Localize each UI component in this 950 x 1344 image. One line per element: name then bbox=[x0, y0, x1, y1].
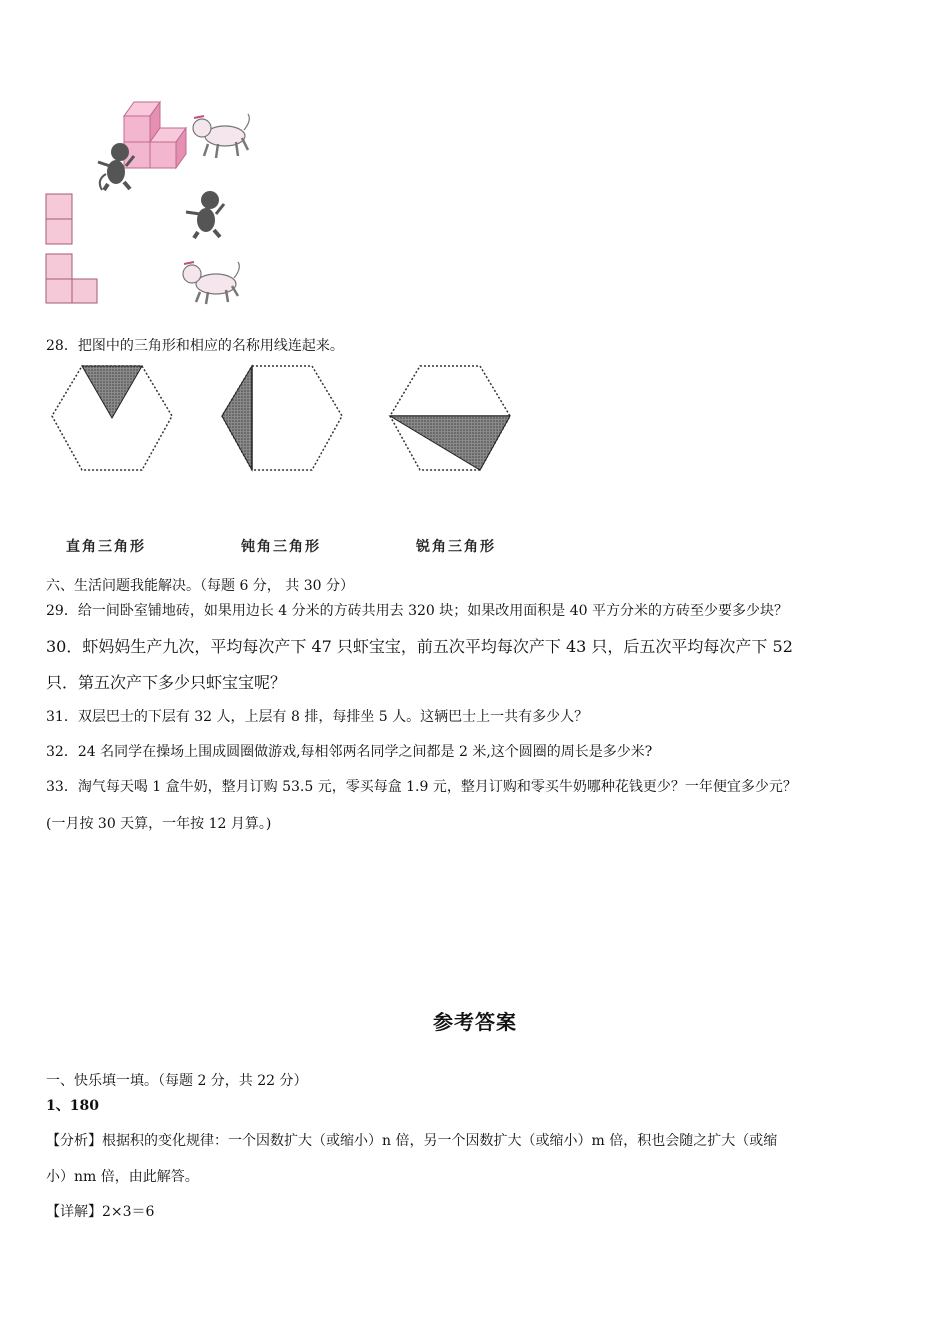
answers-title: 参考答案 bbox=[433, 1010, 517, 1034]
dog-icon bbox=[193, 114, 249, 158]
answer-1: 1、180 bbox=[46, 1098, 99, 1114]
label-acute-triangle: 锐角三角形 bbox=[416, 539, 496, 555]
section-6-heading: 六、生活问题我能解决。（每题 6 分， 共 30 分） bbox=[46, 578, 354, 594]
cube-stack-figure bbox=[40, 92, 270, 312]
question-32: 32．24 名同学在操场上围成圆圈做游戏,每相邻两名同学之间都是 2 米,这个圆圈的周长是多少米? bbox=[46, 744, 653, 760]
question-33-line1: 33．淘气每天喝 1 盒牛奶，整月订购 53.5 元，零买每盒 1.9 元，整月订购和零买牛奶哪种花钱更少？一年便宜多少元？ bbox=[46, 779, 797, 795]
question-30-line1: 30．虾妈妈生产九次，平均每次产下 47 只虾宝宝，前五次平均每次产下 43 只，后五次平均每次产下 52 bbox=[46, 637, 793, 656]
monkey-icon bbox=[186, 191, 224, 238]
two-squares-vertical bbox=[46, 194, 72, 244]
analysis-line2: 小）nm 倍，由此解答。 bbox=[46, 1169, 199, 1185]
question-28: 28．把图中的三角形和相应的名称用线连起来。 bbox=[46, 338, 344, 354]
l-shape-squares bbox=[46, 254, 97, 303]
question-31: 31．双层巴士的下层有 32 人，上层有 8 排，每排坐 5 人。这辆巴士上一共有多少人？ bbox=[46, 709, 589, 725]
question-29: 29．给一间卧室铺地砖，如果用边长 4 分米的方砖共用去 320 块；如果改用面积是 40 平方分米的方砖至少要多少块？ bbox=[46, 603, 788, 619]
analysis-line1: 【分析】根据积的变化规律：一个因数扩大（或缩小）n 倍，另一个因数扩大（或缩小）m 倍，积也会随之扩大（或缩 bbox=[46, 1133, 778, 1149]
hexagon-diagonal-triangle bbox=[390, 366, 510, 470]
dog-icon bbox=[183, 262, 239, 304]
hexagon-left-triangle bbox=[222, 366, 342, 470]
label-right-triangle: 直角三角形 bbox=[66, 539, 146, 555]
hexagon-acute-triangle bbox=[52, 366, 172, 470]
question-33-line2: (一月按 30 天算，一年按 12 月算。) bbox=[46, 816, 272, 832]
answers-section-1: 一、快乐填一填。（每题 2 分，共 22 分） bbox=[46, 1073, 308, 1089]
hexagon-figures bbox=[46, 360, 526, 476]
label-obtuse-triangle: 钝角三角形 bbox=[241, 539, 321, 555]
question-30-line2: 只．第五次产下多少只虾宝宝呢？ bbox=[46, 673, 287, 692]
detail: 【详解】2×3＝6 bbox=[46, 1204, 155, 1220]
